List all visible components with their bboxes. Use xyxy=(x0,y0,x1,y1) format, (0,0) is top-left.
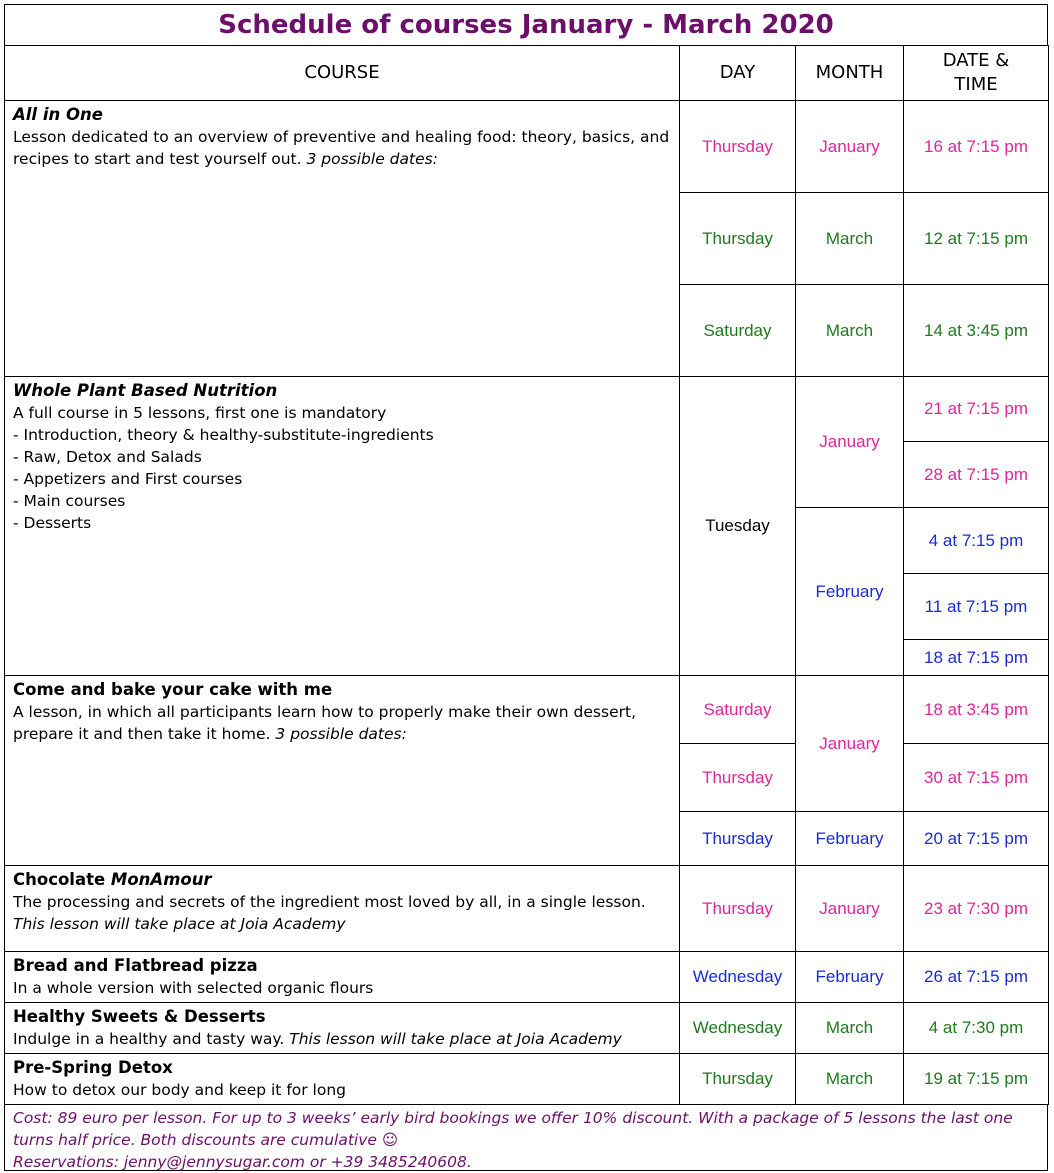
cost-text: Cost: 89 euro per lesson. For up to 3 weeks’ early bird bookings we offer 10% discount. With a package of 5 lessons the last one turns half price. Both discounts are cumulative ☺ xyxy=(13,1109,1013,1149)
course-description: Lesson dedicated to an overview of preventive and healing food: theory, basics, and recipes to start and test yourself out. xyxy=(13,128,670,168)
date-cell: 30 at 7:15 pm xyxy=(904,744,1049,812)
course-description: Indulge in a healthy and tasty way. xyxy=(13,1030,285,1048)
header-day: DAY xyxy=(680,46,796,101)
schedule-document xyxy=(4,4,1048,1171)
month-cell: January xyxy=(796,377,904,508)
header-course: COURSE xyxy=(5,46,680,101)
course-description: A full course in 5 lessons, first one is mandatory xyxy=(13,404,387,422)
month-cell: March xyxy=(796,1054,904,1105)
date-cell: 18 at 7:15 pm xyxy=(904,640,1049,676)
date-cell: 26 at 7:15 pm xyxy=(904,952,1049,1003)
table-row xyxy=(5,1054,1049,1105)
table-row xyxy=(5,676,1049,744)
course-description: The processing and secrets of the ingredient most loved by all, in a single lesson. xyxy=(13,893,646,911)
month-cell: March xyxy=(796,1003,904,1054)
date-cell: 28 at 7:15 pm xyxy=(904,442,1049,508)
day-cell: Saturday xyxy=(680,285,796,377)
list-item: - Desserts xyxy=(13,514,92,532)
page-title: Schedule of courses January - March 2020 xyxy=(4,4,1048,45)
month-cell: January xyxy=(796,676,904,812)
list-item: - Introduction, theory & healthy-substitute-ingredients xyxy=(13,426,434,444)
course-note: This lesson will take place at Joia Academy xyxy=(13,915,346,933)
day-cell: Thursday xyxy=(680,101,796,193)
month-cell: February xyxy=(796,952,904,1003)
month-cell: February xyxy=(796,812,904,866)
course-note: This lesson will take place at Joia Academy xyxy=(289,1030,622,1048)
date-cell: 4 at 7:30 pm xyxy=(904,1003,1049,1054)
month-cell: March xyxy=(796,285,904,377)
course-note: 3 possible dates: xyxy=(306,150,438,168)
course-chocolate xyxy=(5,866,680,952)
list-item: - Appetizers and First courses xyxy=(13,470,243,488)
table-row xyxy=(5,1003,1049,1054)
table-row xyxy=(5,952,1049,1003)
date-cell: 18 at 3:45 pm xyxy=(904,676,1049,744)
course-title: Bread and Flatbread pizza xyxy=(13,956,258,975)
course-description: In a whole version with selected organic flours xyxy=(13,979,374,997)
course-all-in-one xyxy=(5,101,680,377)
course-title: Come and bake your cake with me xyxy=(13,680,333,699)
day-cell: Wednesday xyxy=(680,952,796,1003)
course-detox xyxy=(5,1054,680,1105)
course-note: 3 possible dates: xyxy=(275,725,407,743)
day-cell: Wednesday xyxy=(680,1003,796,1054)
course-whole-plant-based xyxy=(5,377,680,676)
header-row xyxy=(5,46,1049,101)
month-cell: January xyxy=(796,866,904,952)
day-cell: Thursday xyxy=(680,812,796,866)
date-cell: 11 at 7:15 pm xyxy=(904,574,1049,640)
reservations-text: Reservations: jenny@jennysugar.com or +39 3485240608. xyxy=(13,1153,472,1171)
course-bake-cake xyxy=(5,676,680,866)
date-cell: 16 at 7:15 pm xyxy=(904,101,1049,193)
course-bread xyxy=(5,952,680,1003)
table-row xyxy=(5,101,1049,193)
course-description: How to detox our body and keep it for long xyxy=(13,1081,347,1099)
date-cell: 4 at 7:15 pm xyxy=(904,508,1049,574)
date-cell: 20 at 7:15 pm xyxy=(904,812,1049,866)
day-cell: Tuesday xyxy=(680,377,796,676)
list-item: - Raw, Detox and Salads xyxy=(13,448,202,466)
course-title: Healthy Sweets & Desserts xyxy=(13,1007,266,1026)
day-cell: Thursday xyxy=(680,193,796,285)
day-cell: Thursday xyxy=(680,1054,796,1105)
course-title: Whole Plant Based Nutrition xyxy=(13,381,278,400)
date-cell: 12 at 7:15 pm xyxy=(904,193,1049,285)
month-cell: March xyxy=(796,193,904,285)
list-item: - Main courses xyxy=(13,492,126,510)
course-title: Chocolate MonAmour xyxy=(13,870,212,889)
date-cell: 14 at 3:45 pm xyxy=(904,285,1049,377)
month-cell: February xyxy=(796,508,904,676)
course-healthy-sweets xyxy=(5,1003,680,1054)
day-cell: Thursday xyxy=(680,744,796,812)
date-cell: 21 at 7:15 pm xyxy=(904,377,1049,442)
course-description: A lesson, in which all participants learn how to properly make their own dessert, prepare it and then take it home. xyxy=(13,703,636,743)
footer-notes xyxy=(4,1105,1048,1171)
date-cell: 19 at 7:15 pm xyxy=(904,1054,1049,1105)
header-date-time: DATE & TIME xyxy=(904,46,1049,101)
month-cell: January xyxy=(796,101,904,193)
course-title: Pre-Spring Detox xyxy=(13,1058,173,1077)
schedule-table xyxy=(4,45,1049,1105)
header-month: MONTH xyxy=(796,46,904,101)
course-title: All in One xyxy=(13,105,103,124)
table-row xyxy=(5,866,1049,952)
day-cell: Saturday xyxy=(680,676,796,744)
date-cell: 23 at 7:30 pm xyxy=(904,866,1049,952)
table-row xyxy=(5,377,1049,442)
day-cell: Thursday xyxy=(680,866,796,952)
